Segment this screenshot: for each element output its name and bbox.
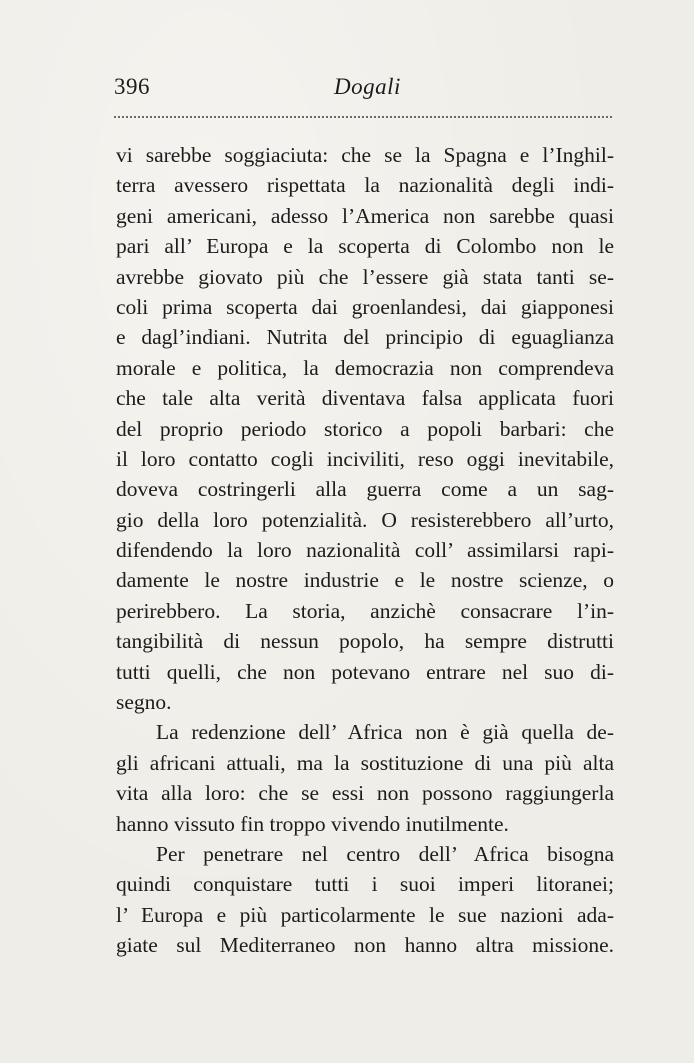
text-line: vita alla loro: che se essi non possono raggiungerla [116, 781, 614, 806]
text-line: Per penetrare nel centro dell’ Africa bisogna [156, 841, 614, 866]
text-line: morale e politica, la democrazia non comprendeva [116, 355, 614, 380]
text-line: e dagl’indiani. Nutrita del principio di eguaglianza [116, 325, 614, 350]
text-line: hanno vissuto fin troppo vivendo inutilmente. [116, 811, 509, 836]
text-line: terra avessero rispettata la nazionalità degli indi- [116, 173, 614, 198]
text-line: gli africani attuali, ma la sostituzione di una più alta [116, 750, 614, 775]
text-line: del proprio periodo storico a popoli barbari: che [116, 416, 614, 441]
text-line: coli prima scoperta dai groenlandesi, dai giapponesi [116, 294, 614, 319]
text-line: vi sarebbe soggiaciuta: che se la Spagna e l’Inghil- [116, 143, 614, 167]
text-line: il loro contatto cogli inciviliti, reso oggi inevitabile, [116, 446, 614, 471]
text-line: perirebbero. La storia, anzichè consacrare l’in- [116, 598, 614, 623]
text-line: gio della loro potenzialità. O resisterebbero all’urto, [116, 507, 614, 532]
header-rule [114, 116, 612, 118]
text-line: pari all’ Europa e la scoperta di Colombo non le [116, 234, 614, 259]
text-line: doveva costringerli alla guerra come a un sag- [116, 477, 614, 502]
page-number: 396 [114, 74, 150, 99]
text-line: tutti quelli, che non potevano entrare nel suo di- [116, 659, 614, 684]
text-line: geni americani, adesso l’America non sarebbe quasi [116, 203, 614, 228]
body-text [116, 140, 614, 961]
text-line: segno. [116, 690, 172, 715]
running-title: Dogali [334, 74, 401, 99]
text-line: l’ Europa e più particolarmente le sue nazioni ada- [116, 902, 614, 927]
page-header [114, 70, 614, 110]
text-line: che tale alta verità diventava falsa applicata fuori [116, 386, 614, 411]
text-line: quindi conquistare tutti i suoi imperi litoranei; [116, 872, 614, 897]
text-line: tangibilità di nessun popolo, ha sempre distrutti [116, 629, 614, 654]
text-line: giate sul Mediterraneo non hanno altra missione. [116, 933, 614, 958]
text-line: difendendo la loro nazionalità coll’ assimilarsi rapi- [116, 538, 614, 563]
text-line: La redenzione dell’ Africa non è già quella de- [156, 720, 614, 745]
text-line: damente le nostre industrie e le nostre scienze, o [116, 568, 614, 593]
text-line: avrebbe giovato più che l’essere già stata tanti se- [116, 264, 614, 289]
